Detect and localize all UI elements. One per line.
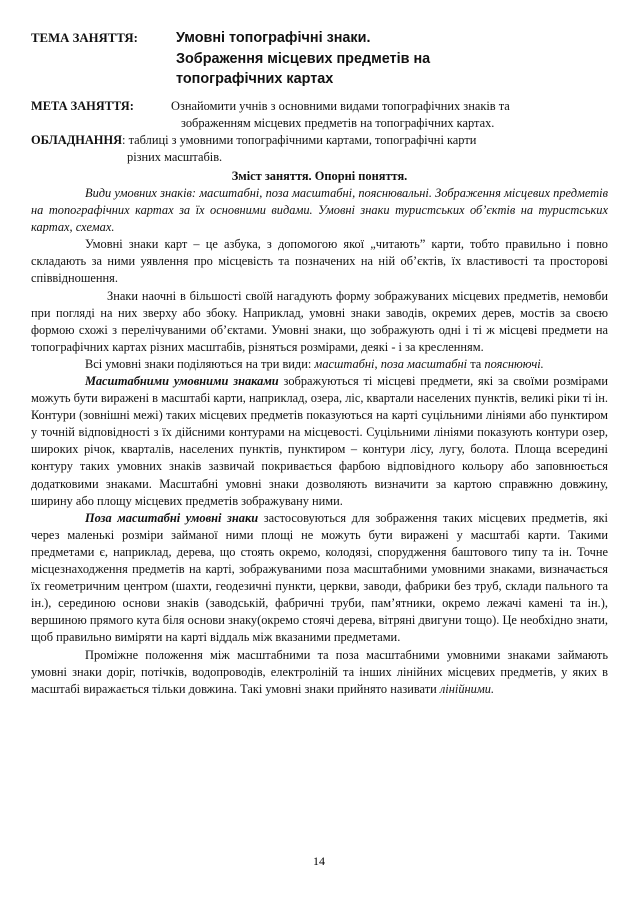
text-run: та bbox=[467, 356, 485, 371]
topic-label: ТЕМА ЗАНЯТТЯ: bbox=[31, 31, 138, 45]
term-bold-italic: Поза масштабні умовні знаки bbox=[85, 510, 259, 525]
paragraph bbox=[31, 373, 608, 510]
topic-title-line: Зображення місцевих предметів на bbox=[176, 50, 431, 67]
paragraph bbox=[31, 647, 608, 698]
paragraph: Знаки наочні в більшості своїй нагадують форму зображуваних місцевих предметів, немовби при погляді на них зверху або збоку. Наприклад, умовні знаки заводів, окремих дерев, мостів за своєю формою схожі з перелічуваними об’єктами. Умовні знаки, що зображують одні і ті ж місцеві предмети на топографічних картах різних масштабів, різняться розмірами, деякі - і за кресленням. bbox=[31, 288, 608, 354]
term-italic: масштабні bbox=[314, 356, 375, 371]
text-run: Всі умовні знаки поділяються на три види: bbox=[85, 356, 315, 371]
goal-line: Ознайомити учнів з основними видами топографічних знаків та bbox=[171, 98, 510, 113]
section-title: Зміст заняття. Опорні поняття. bbox=[231, 168, 408, 183]
equipment-text bbox=[31, 132, 608, 166]
term-bold-italic: Масштабними умовними знаками bbox=[85, 374, 279, 388]
term-italic: лінійними. bbox=[439, 681, 495, 696]
goal-text bbox=[171, 98, 608, 132]
text-run: , bbox=[374, 356, 381, 371]
paragraph-summary: Види умовних знаків: масштабні, поза масштабні, пояснювальні. Зображення місцевих предметів на топографічних картах за їх основними видами. Умовні знаки туристських об’єктів на туристських картах, схемах. bbox=[31, 185, 608, 235]
paragraph bbox=[31, 356, 608, 373]
equipment-label: ОБЛАДНАННЯ bbox=[31, 132, 123, 147]
paragraph: Умовні знаки карт – це азбука, з допомогою якої „читають” карти, тобто правильно і повно складають за ними уявлення про місцевість та позначених на ній об’єктів, їх властивості та просторові співвідношення. bbox=[31, 237, 608, 286]
text-run: Проміжне положення між масштабними та поза масштабними умовними знаками займають умовні знаки доріг, потічків, водопроводів, електроліній та інших лінійних місцевих предметів, у яких в масштабі виражається тільки довжина. Такі умовні знаки прийнято називати bbox=[31, 647, 608, 696]
topic-title-line: Умовні топографічні знаки. bbox=[176, 30, 371, 46]
term-italic: поза масштабні bbox=[380, 356, 468, 371]
topic-header bbox=[31, 28, 608, 90]
text-run: зображуються ті місцеві предмети, які за своїми розмірами можуть бути виражені в масштабі карти, наприклад, озера, ліс, квартали населених пунктів, великі ріки ті ін. Контури (зовнішні межі) таких місцевих предметів показуються на карті суцільними лініями або пунктиром у точній відповідності з їх дійсними контурами на місцевості. Суцільними лініями показують контури озер, широких річок, кварталів, населених пунктів, пунктиром – контури лісу, лугу, болота. Площа всередині контуру таких умовних знаків зазвичай покривається фарбою відповідного кольору або заповнюється додатковими знаками. Масштабні умовні знаки дозволяють визначити за картою справжню довжину, ширину або площу місцевих предметів зображувану ними. bbox=[31, 374, 608, 508]
term-italic: пояснюючі. bbox=[484, 356, 544, 371]
text-run: застосовуються для зображення таких місцевих предметів, які через маленькі розміри займаної ними площі не можуть бути виражені у масштабі карти. Такими предметами є, наприклад, дерева, що стоять окремо, колодязі, спорудження баштового типу та ін. Точне місцезнаходження предметів на карті, зображуваними поза масштабними умовними знаками, визначається їх геометричним центром (шахти, геодезичні пункти, церкви, заводи, фабрики без труб, склади пального та ін.), серединою основи знаків (заводській, фабричні труби, пам’ятники, окремо лежачі камені та ін.), вершиною прямого кута біля основи знаку(окремо стоячі дерева, вітряні двигуни тощо). Це необхідно знати, щоб правильно виміряти на карті віддаль між вказаними предметами. bbox=[31, 510, 608, 645]
page-number: 14 bbox=[313, 854, 325, 868]
goal-header bbox=[31, 98, 608, 132]
goal-label: МЕТА ЗАНЯТТЯ: bbox=[31, 98, 134, 113]
topic-title-line: топографічних картах bbox=[176, 71, 334, 87]
topic-title bbox=[176, 28, 430, 90]
equipment-header bbox=[31, 132, 608, 166]
goal-line: зображенням місцевих предметів на топографічних картах. bbox=[181, 115, 495, 130]
equipment-line: : таблиці з умовними топографічними картами, топографічні карти bbox=[122, 132, 477, 147]
equipment-line: різних масштабів. bbox=[127, 149, 223, 164]
paragraph bbox=[31, 510, 608, 647]
